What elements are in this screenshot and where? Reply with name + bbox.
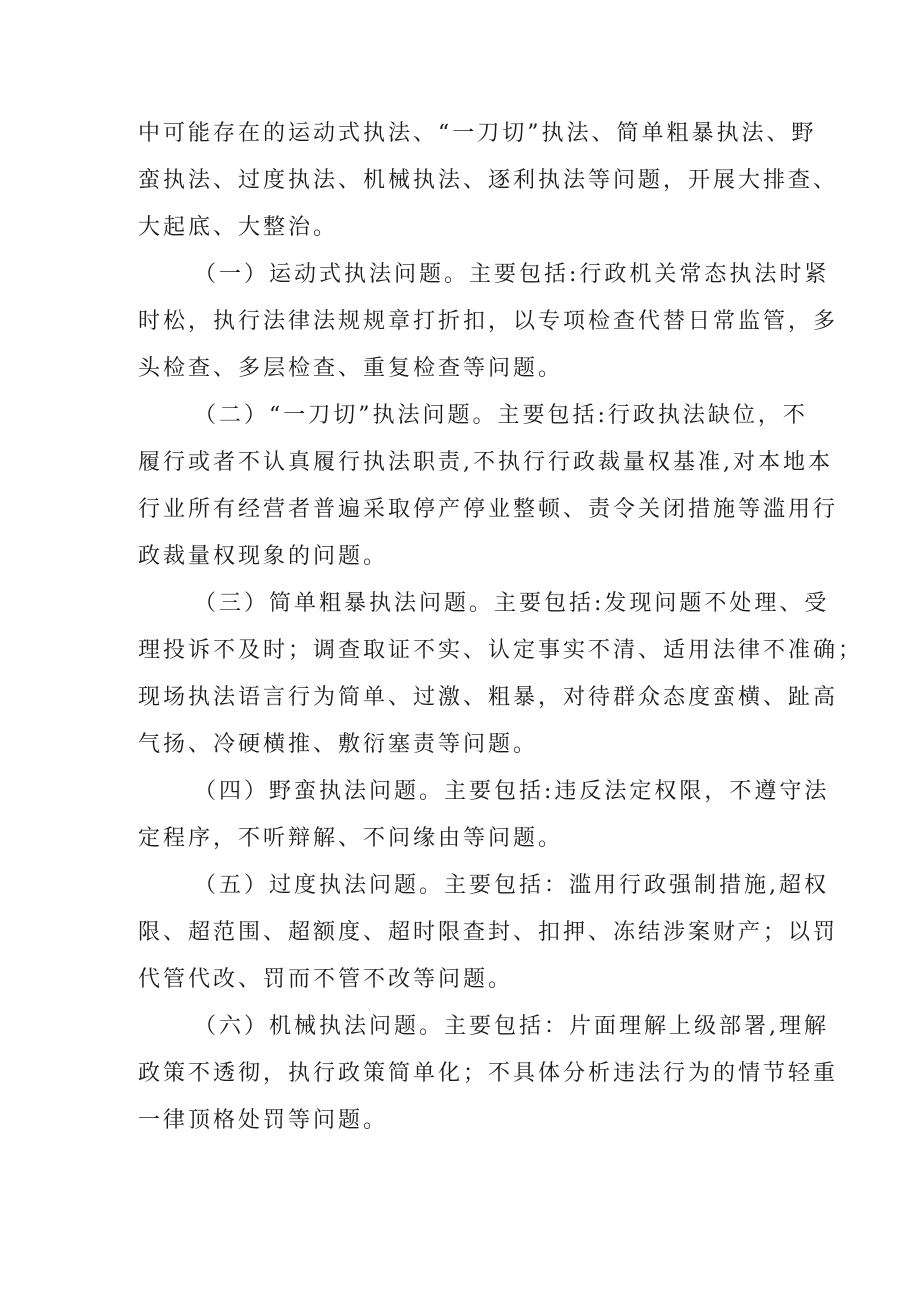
text-line: 头检查、多层检查、重复检查等问题。 — [138, 356, 564, 381]
text-line: 时松，执行法律法规规章打折扣，以专项检查代替日常监管，多 — [138, 309, 839, 334]
document-body — [138, 110, 864, 1144]
text-line: （三）简单粗暴执法问题。主要包括:发现问题不处理、受 — [194, 591, 830, 616]
paragraph-item-3 — [138, 580, 864, 768]
paragraph-intro-continuation — [138, 110, 839, 251]
text-line: 中可能存在的运动式执法、“一刀切”执法、简单粗暴执法、野 — [138, 121, 817, 146]
text-line: 气扬、冷硬横推、敷衍塞责等问题。 — [138, 732, 539, 757]
paragraph-item-2 — [138, 392, 839, 580]
text-line: 一律顶格处罚等问题。 — [138, 1108, 389, 1133]
text-line: 限、超范围、超额度、超时限查封、扣押、冻结涉案财产；以罚 — [138, 920, 839, 945]
text-line: （二）“一刀切”执法问题。主要包括:行政执法缺位，不 — [194, 403, 808, 428]
text-line: （五）过度执法问题。主要包括：滥用行政强制措施,超权 — [194, 873, 829, 898]
paragraph-item-5 — [138, 862, 839, 1003]
text-line: （六）机械执法问题。主要包括：片面理解上级部署,理解 — [194, 1014, 829, 1039]
text-line: 定程序，不听辩解、不问缘由等问题。 — [138, 826, 564, 851]
text-line: 政裁量权现象的问题。 — [138, 544, 389, 569]
paragraph-item-6 — [138, 1003, 839, 1144]
text-line: （一）运动式执法问题。主要包括:行政机关常态执法时紧 — [194, 262, 830, 287]
text-line: 履行或者不认真履行执法职责,不执行行政裁量权基准,对本地本 — [138, 450, 833, 475]
text-line: （四）野蛮执法问题。主要包括:违反法定权限，不遵守法 — [194, 779, 830, 804]
text-line: 政策不透彻，执行政策简单化；不具体分析违法行为的情节轻重 — [138, 1061, 839, 1086]
text-line: 大起底、大整治。 — [138, 215, 339, 240]
paragraph-item-1 — [138, 251, 839, 392]
text-line: 行业所有经营者普遍采取停产停业整顿、责令关闭措施等滥用行 — [138, 497, 839, 522]
text-line: 蛮执法、过度执法、机械执法、逐利执法等问题，开展大排查、 — [138, 168, 839, 193]
paragraph-item-4 — [138, 768, 830, 862]
text-line: 现场执法语言行为简单、过激、粗暴，对待群众态度蛮横、趾高 — [138, 685, 839, 710]
text-line: 理投诉不及时；调查取证不实、认定事实不清、适用法律不准确； — [138, 638, 864, 663]
text-line: 代管代改、罚而不管不改等问题。 — [138, 967, 514, 992]
